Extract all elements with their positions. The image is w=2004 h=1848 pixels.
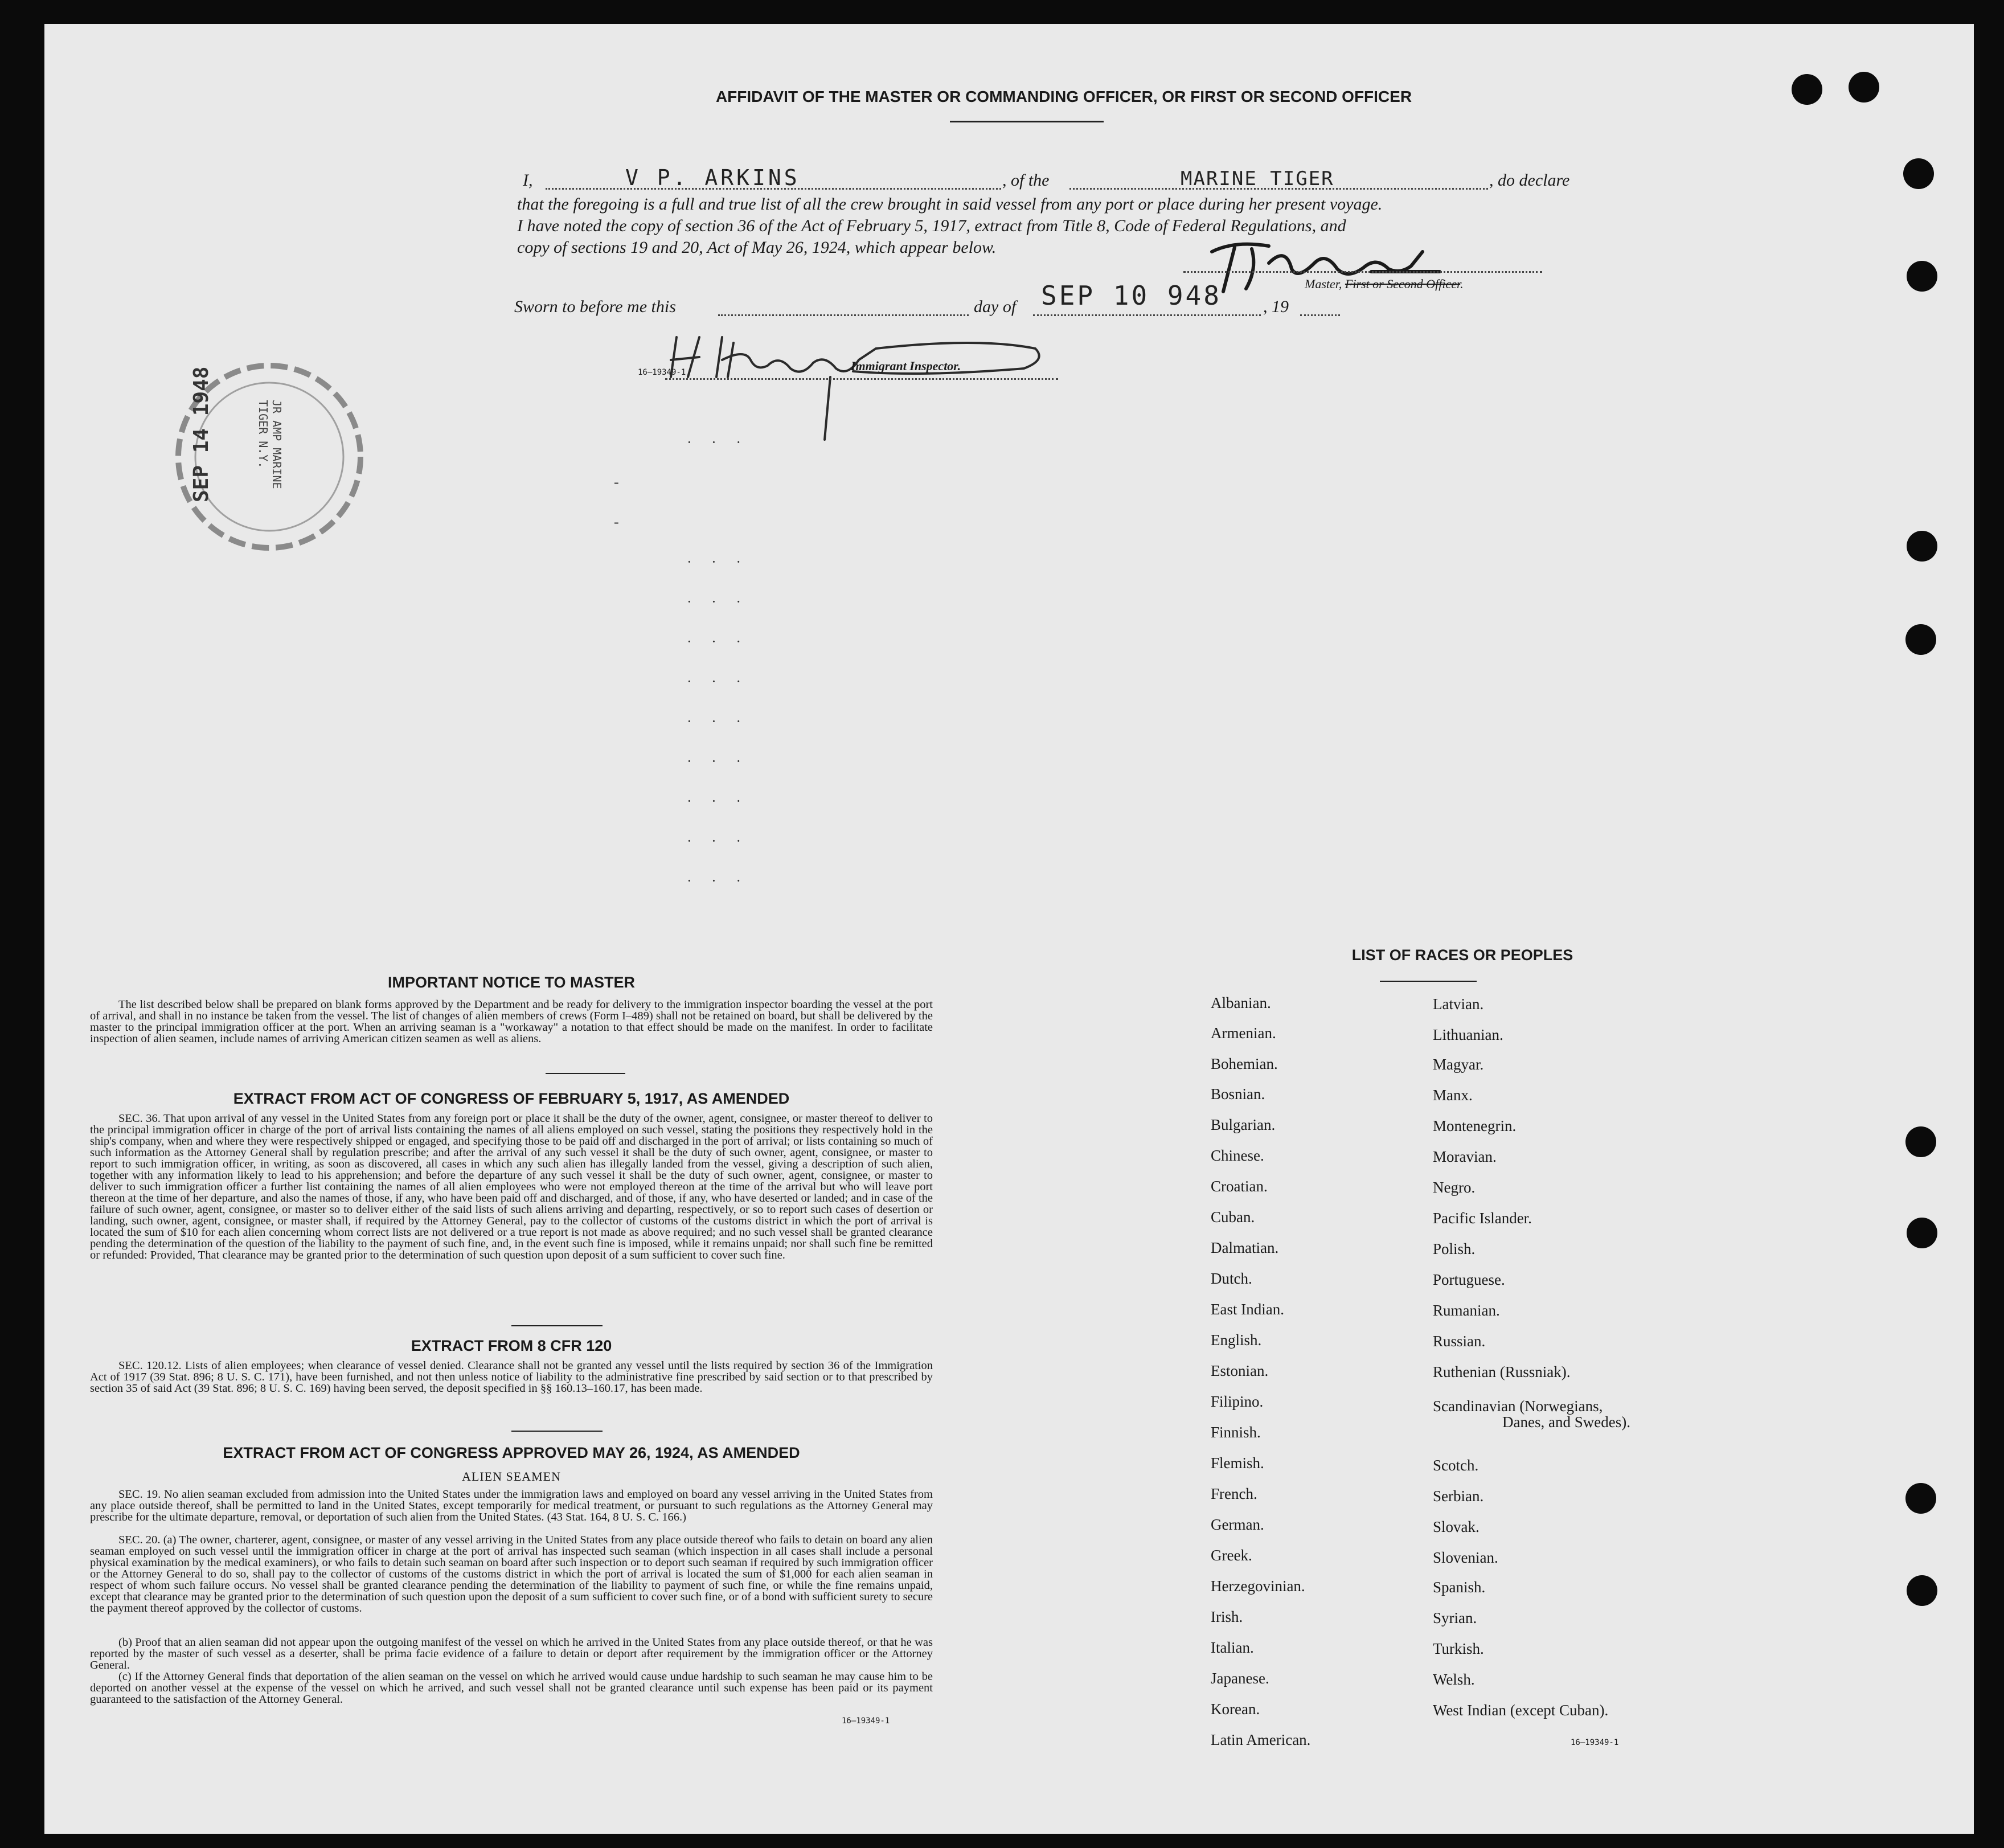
punch-hole <box>1903 158 1934 189</box>
race-item: Finnish. <box>1211 1424 1261 1441</box>
race-item: Serbian. <box>1433 1488 1484 1505</box>
signature-caption <box>1305 277 1464 292</box>
race-item: Filipino. <box>1211 1393 1264 1410</box>
declaration-line-2: that the foregoing is a full and true list of all the crew brought in said vessel from any port or place during her present voyage. <box>517 195 1383 214</box>
extract-cfr-heading: EXTRACT FROM 8 CFR 120 <box>411 1337 612 1354</box>
punch-hole <box>1907 1218 1937 1248</box>
form-number-right: 16—19349-1 <box>1571 1738 1619 1747</box>
punch-hole <box>1792 74 1822 105</box>
stray-marks: · · · <box>687 434 749 450</box>
race-item: Portuguese. <box>1433 1271 1505 1288</box>
notice-text: The list described below shall be prepared on blank forms approved by the Department and be ready for delivery to the immigration inspector boarding the vessel at the port of arrival, and shall in no instance be taken from the vessel. The list of changes of alien members of crews (Form I–489) shall not be retained on board, but shall be delivered by the master to the principal immigration officer at the port. When an arriving seaman is a "workaway" a notation to that effect should be made on the manifest. In order to facilitate inspection of alien seamen, include names of arriving American citizen seamen as well as aliens. <box>90 998 933 1045</box>
notice-heading: IMPORTANT NOTICE TO MASTER <box>388 974 635 991</box>
extract-cfr-text: SEC. 120.12. Lists of alien employees; when clearance of vessel denied. Clearance shall not be granted any vessel until the lists required by section 36 of the Immigration Act of 1917 (39 Stat. 896; 8 U. S. C. 171), have been furnished, and not then unless notice of liability to the administrative fine prescribed by said section or to that prescribed by section 35 of said Act (39 Stat. 896; 8 U. S. C. 169) having been served, the deposit specified in §§ 160.13–160.17, has been made. <box>90 1359 933 1395</box>
postmark-date: SEP 14 1948 <box>190 366 213 502</box>
form-number-top: 16—19349-1 <box>638 368 686 377</box>
signature-line <box>1183 271 1542 273</box>
punch-hole <box>1905 1126 1936 1157</box>
punch-hole <box>1905 624 1936 655</box>
race-item: Herzegovinian. <box>1211 1577 1305 1595</box>
day-of-text: day of <box>974 297 1017 316</box>
race-item: East Indian. <box>1211 1301 1284 1318</box>
race-item: Welsh. <box>1433 1671 1475 1688</box>
punch-hole <box>1907 261 1937 292</box>
race-item: Slovak. <box>1433 1518 1480 1535</box>
extract-1924-sec20c: (c) If the Attorney General finds that deportation of the alien seaman on the vessel on which he arrived would cause undue hardship to such seaman he may cause him to be deported on another vessel at the expense of the vessel on which he arrived, and such vessel shall not be granted clearance until such expense has been paid or its payment guaranteed to the satisfaction of the Attorney General. <box>90 1670 933 1706</box>
race-item: Italian. <box>1211 1639 1254 1656</box>
race-item: Albanian. <box>1211 994 1271 1011</box>
extract-1924-sec20b: (b) Proof that an alien seaman did not appear upon the outgoing manifest of the vessel on which he arrived in the United States from any place outside thereof, or that he was reported by the master of such vessel as a deserter, shall be prima facie evidence of a failure to detain or deport after requirement by the immigration officer or the Attorney General. <box>90 1636 933 1671</box>
divider <box>546 1073 625 1074</box>
extract-1924-heading: EXTRACT FROM ACT OF CONGRESS APPROVED MAY 26, 1924, AS AMENDED <box>223 1444 800 1461</box>
master-name: V P. ARKINS <box>625 165 800 190</box>
races-heading-underline <box>1380 981 1477 982</box>
inspector-signature <box>637 314 1058 451</box>
stray-marks: · · · <box>687 833 749 849</box>
race-item: Armenian. <box>1211 1025 1276 1042</box>
race-item: Dalmatian. <box>1211 1239 1279 1256</box>
declaration-do-declare: , do declare <box>1489 171 1570 190</box>
race-item: Latin American. <box>1211 1731 1311 1748</box>
race-item: Manx. <box>1433 1087 1473 1104</box>
race-item: Bohemian. <box>1211 1055 1278 1072</box>
race-item: Moravian. <box>1433 1148 1497 1165</box>
race-item: Flemish. <box>1211 1454 1264 1472</box>
declaration-i: I, <box>523 171 533 190</box>
sworn-text: Sworn to before me this <box>514 297 676 316</box>
extract-1917-text: SEC. 36. That upon arrival of any vessel in the United States from any foreign port or place it shall be the duty of the owner, agent, consignee, or master thereof to deliver to the principal immigration officer in charge of the port of arrival lists containing the names of all aliens employed on such vessel, stating the positions they respectively hold in the ship's company, when and where they were respectively shipped or engaged, and specifying those to be paid off and discharged in the port of arrival; or lists containing so much of such information as the Attorney General shall by regulation prescribe; and after the arrival of any such vessel it shall be the duty of such owner, agent, consignee, or master to report to such immigration officer, in writing, as soon as discovered, all cases in which any such alien has illegally landed from the vessel, giving a description of such alien, together with any information likely to lead to his apprehension; and before the departure of any such vessel it shall be the duty of such owner, agent, consignee, or master to deliver to such immigration officer a further list containing the names of all alien employees who were not employed thereon at the time of the arrival but who will leave port thereon at the time of her departure, and also the names of those, if any, who have been paid off and discharged, and of those, if any, who have deserted or landed; and in case of the failure of such owner, agent, consignee, or master so to deliver either of the said lists of such aliens arriving and departing, respectively, or so to report such cases of desertion or landing, such owner, agent, consignee, or master shall, if required by the Attorney General, pay to the collector of customs of the customs district in which the port of arrival is located the sum of $10 for each alien concerning whom correct lists are not delivered or a true report is not made as above required; and no such vessel shall be granted clearance pending the determination of the question of the liability to the payment of such fine, and, in the event such fine is imposed, while it remains unpaid; nor shall such fine be remitted or refunded: Provided, That clearance may be granted prior to the determination of such question upon deposit of a sum sufficient to cover such fine. <box>90 1112 933 1261</box>
race-item: Estonian. <box>1211 1362 1269 1379</box>
race-item: Syrian. <box>1433 1609 1477 1626</box>
struck-officer-label: First or Second Officer <box>1345 277 1461 291</box>
race-item: Chinese. <box>1211 1147 1264 1164</box>
race-item: Scotch. <box>1433 1457 1479 1474</box>
date-stamp: SEP 10 948 <box>1041 280 1222 311</box>
race-item: Slovenian. <box>1433 1549 1498 1566</box>
stray-marks: · · · <box>687 673 749 690</box>
race-item: Rumanian. <box>1433 1302 1500 1319</box>
race-item: Japanese. <box>1211 1670 1269 1687</box>
race-item: Korean. <box>1211 1701 1260 1718</box>
year-field <box>1300 314 1340 316</box>
form-number-left: 16—19349-1 <box>842 1716 890 1726</box>
affidavit-title: AFFIDAVIT OF THE MASTER OR COMMANDING OFFICER, OR FIRST OR SECOND OFFICER <box>715 88 1412 105</box>
race-item: Irish. <box>1211 1608 1243 1625</box>
race-item: Ruthenian (Russniak). <box>1433 1363 1571 1380</box>
document-page <box>44 24 1974 1834</box>
race-item: West Indian (except Cuban). <box>1433 1702 1609 1719</box>
punch-hole <box>1849 72 1879 103</box>
races-heading: LIST OF RACES OR PEOPLES <box>1351 946 1573 964</box>
race-item: Russian. <box>1433 1333 1486 1350</box>
punch-hole <box>1907 531 1937 562</box>
master-label: Master, <box>1305 277 1342 291</box>
stray-marks: · · · <box>687 554 749 570</box>
race-item: Polish. <box>1433 1240 1476 1257</box>
extract-1924-sec19: SEC. 19. No alien seaman excluded from admission into the United States under the immigration laws and employed on board any vessel arriving in the United States from any place outside thereof, shall be permitted to land in the United States, except temporarily for medical treatment, or pursuant to such regulations as the Attorney General may prescribe for the ultimate departure, removal, or deportation of such alien from the United States. (43 Stat. 164, 8 U. S. C. 166.) <box>90 1488 933 1523</box>
stray-marks: · · · <box>687 753 749 769</box>
stray-marks: - <box>614 514 627 530</box>
title-underline <box>950 121 1104 122</box>
stray-marks: · · · <box>687 593 749 610</box>
race-item: Montenegrin. <box>1433 1117 1517 1134</box>
race-item: English. <box>1211 1331 1262 1349</box>
extract-1924-sec20a: SEC. 20. (a) The owner, charterer, agent, consignee, or master of any vessel arriving in the United States from any place outside thereof who fails to detain on board any alien seaman employed on such vessel until the immigration officer in charge at the port of arrival has inspected such seaman (which inspection in all cases shall include a personal physical examination by the medical examiners), or who fails to detain such seaman on board after such inspection or to deport such seaman if required by such immigration officer or the Attorney General to do so, shall pay to the collector of customs of the customs district in which the port of arrival is located the sum of $1,000 for each alien seaman in respect of whom such failure occurs. No vessel shall be granted clearance pending the determination of the liability to payment of such fine, or while the fine remains unpaid, except that clearance may be granted prior to the determination of such question upon the deposit of a sum sufficient to cover such fine, or of a bond with sufficient surety to secure the payment thereof approved by the collector of customs. <box>90 1534 933 1615</box>
inspector-signature-line <box>665 378 1058 380</box>
declaration-line-3: I have noted the copy of section 36 of the Act of February 5, 1917, extract from Title 8, Code of Federal Regulations, and <box>517 216 1346 235</box>
stray-marks: · · · <box>687 633 749 650</box>
year-text: , 19 <box>1263 297 1289 316</box>
extract-1917-heading: EXTRACT FROM ACT OF CONGRESS OF FEBRUARY 5, 1917, AS AMENDED <box>233 1090 790 1107</box>
race-item: Danes, and Swedes). <box>1502 1413 1630 1431</box>
caption-period: . <box>1460 277 1464 291</box>
race-item: Spanish. <box>1433 1579 1486 1596</box>
stray-marks: - <box>614 474 627 490</box>
extract-1924-subheading: ALIEN SEAMEN <box>462 1469 561 1484</box>
race-item: Bulgarian. <box>1211 1116 1276 1133</box>
race-item: Croatian. <box>1211 1178 1268 1195</box>
declaration-of-the: , of the <box>1002 171 1050 190</box>
race-item: French. <box>1211 1485 1257 1502</box>
punch-hole <box>1905 1483 1936 1514</box>
vessel-name: MARINE TIGER <box>1181 167 1334 190</box>
race-item: Dutch. <box>1211 1270 1252 1287</box>
race-item: Bosnian. <box>1211 1085 1265 1103</box>
race-item: Greek. <box>1211 1547 1252 1564</box>
race-item: German. <box>1211 1516 1264 1533</box>
race-item: Latvian. <box>1433 995 1484 1013</box>
race-item: Pacific Islander. <box>1433 1210 1532 1227</box>
race-item: Cuban. <box>1211 1208 1255 1226</box>
race-item: Scandinavian (Norwegians, <box>1433 1398 1603 1415</box>
declaration-line-4: copy of sections 19 and 20, Act of May 26, 1924, which appear below. <box>517 238 997 257</box>
divider <box>511 1431 603 1432</box>
sworn-month-field <box>1033 314 1261 316</box>
postmark-side-text: JR AMP MARINE TIGER N.Y. <box>256 400 284 489</box>
stray-marks: · · · <box>687 793 749 809</box>
stray-marks: · · · <box>687 872 749 889</box>
race-item: Negro. <box>1433 1179 1476 1196</box>
stray-marks: · · · <box>687 713 749 730</box>
race-item: Turkish. <box>1433 1640 1484 1657</box>
race-item: Magyar. <box>1433 1056 1484 1073</box>
divider <box>511 1325 603 1326</box>
race-item: Lithuanian. <box>1433 1026 1503 1043</box>
punch-hole <box>1907 1575 1937 1606</box>
inspector-label: Immigrant Inspector. <box>851 359 961 373</box>
